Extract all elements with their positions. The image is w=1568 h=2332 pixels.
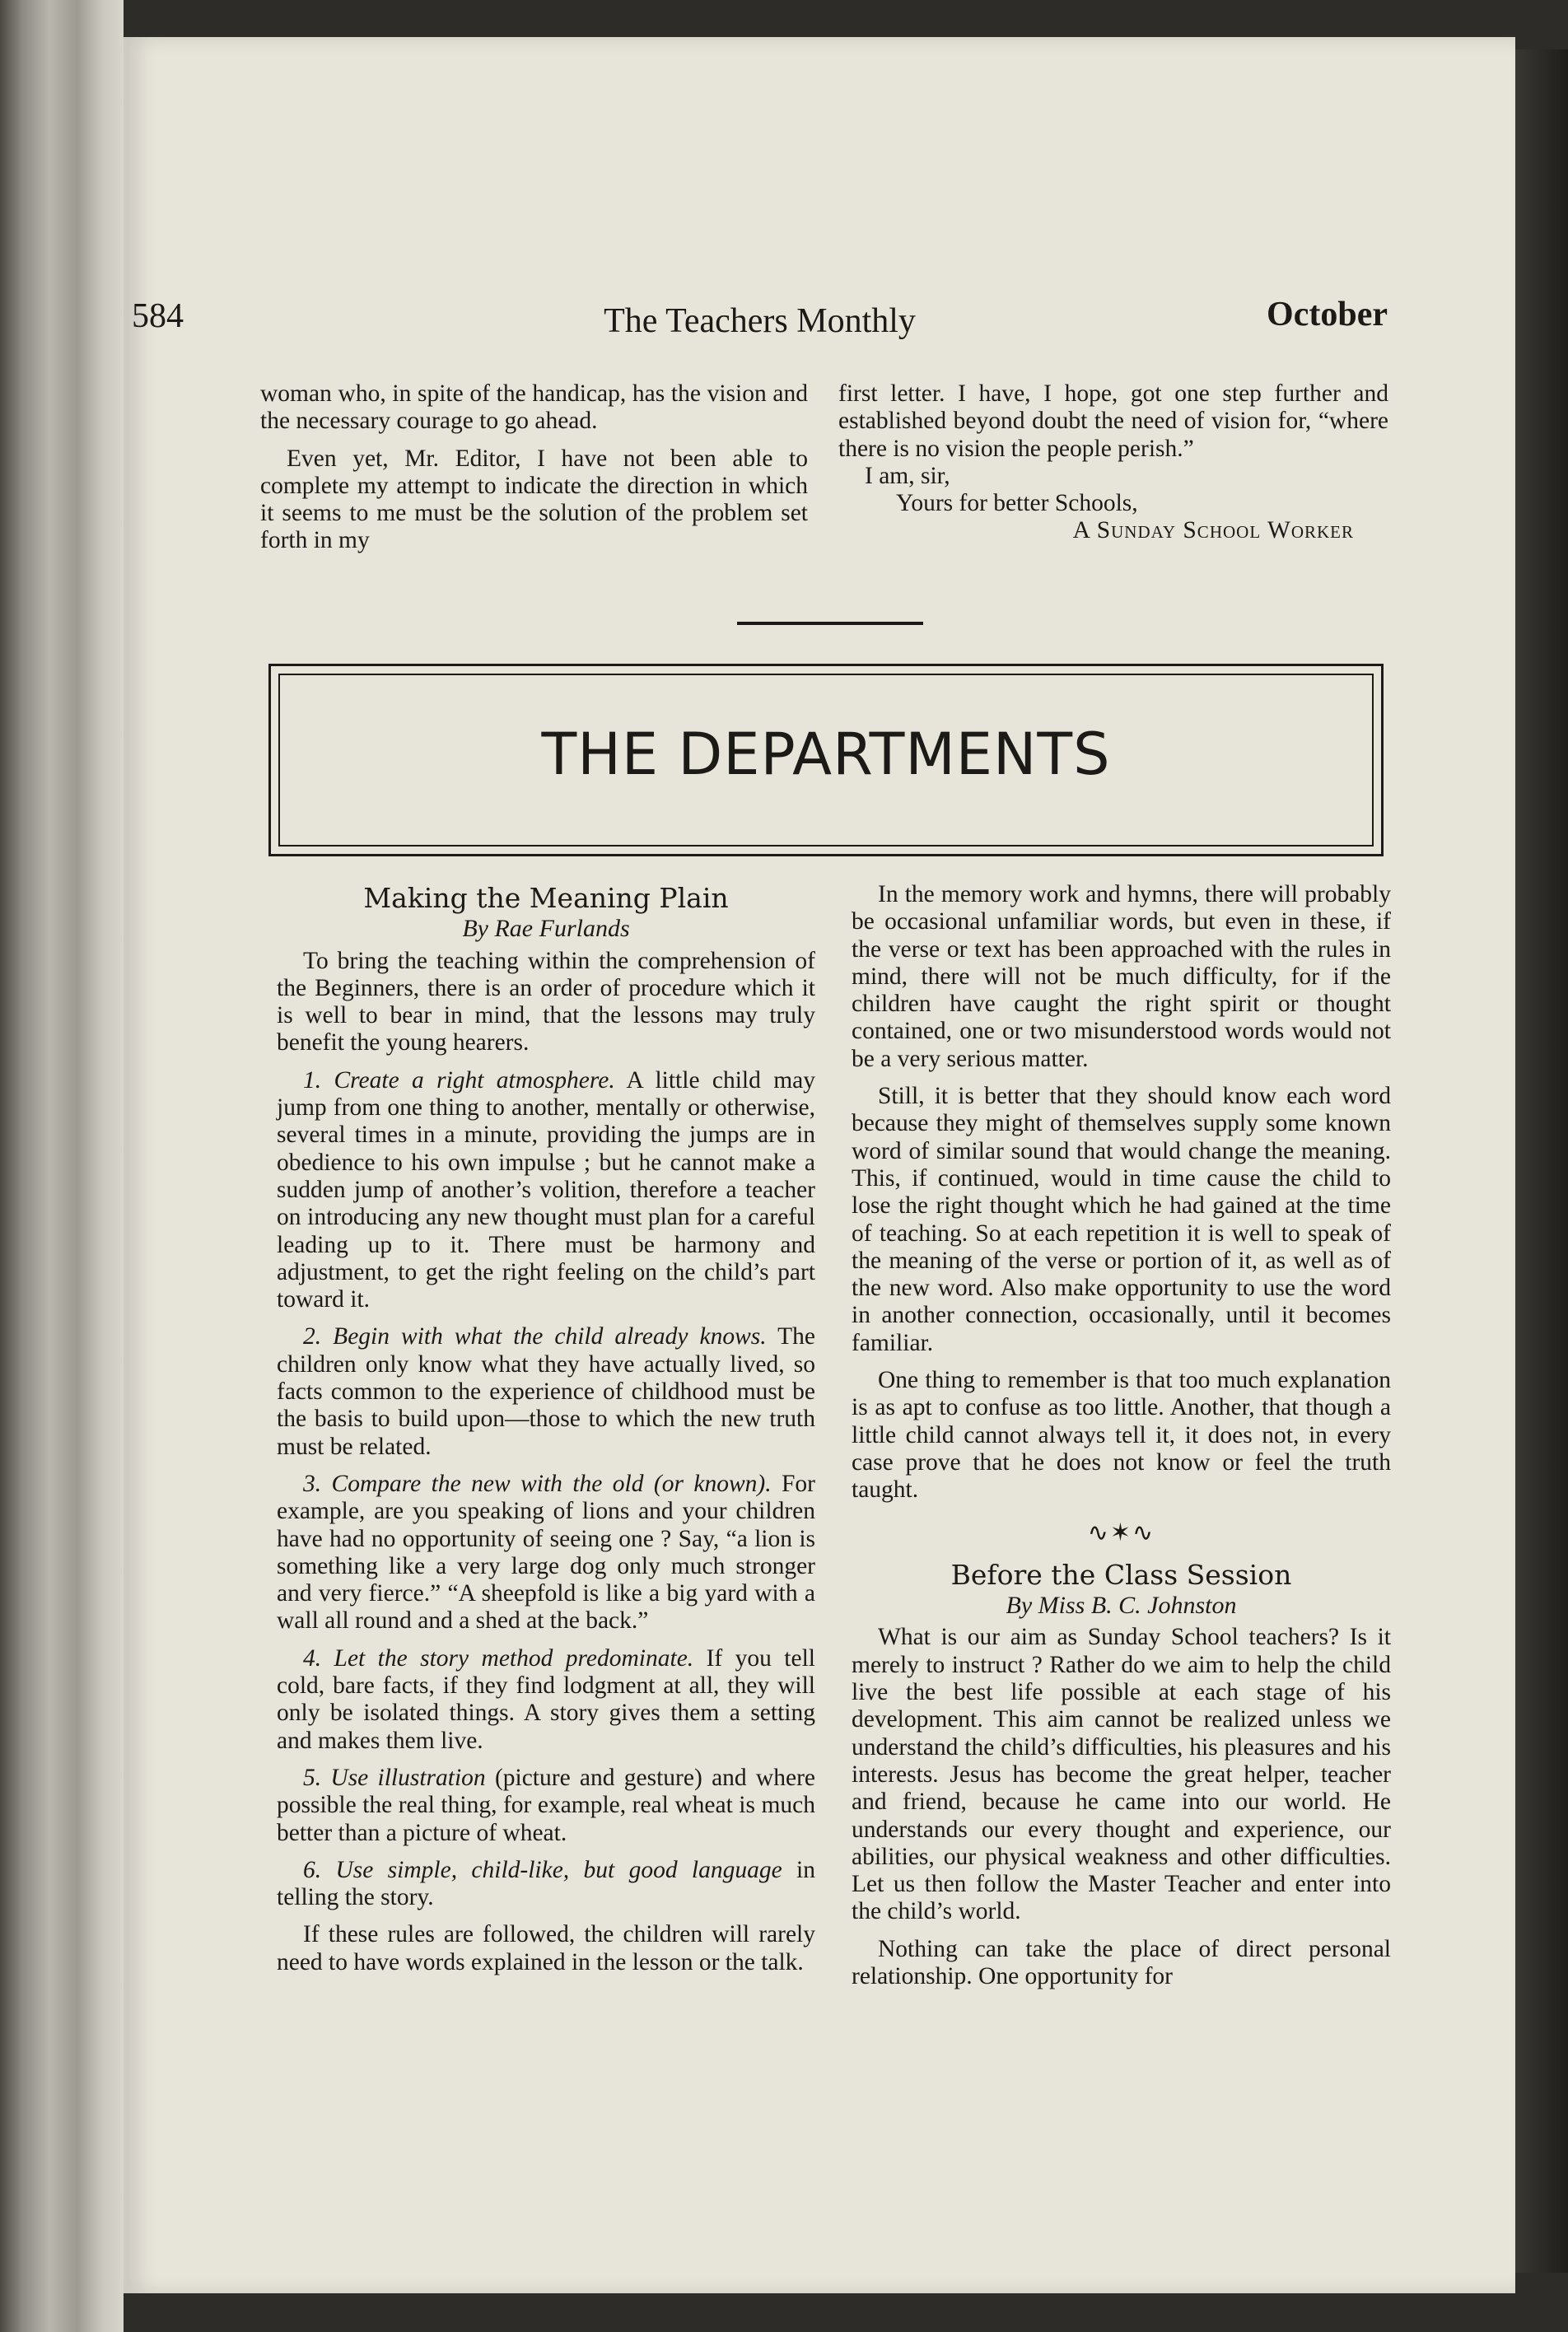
point-text: The children only know what they have actually lived, so facts common to the experience of childhood must be the basis to build upon—those to which the new truth must be related. <box>277 1323 815 1460</box>
section-divider <box>737 622 923 625</box>
article-byline: By Miss B. C. Johnston <box>1006 1592 1237 1620</box>
letter-paragraph: first letter. I have, I hope, got one step further and established beyond doubt the need of vision for, “where there is no vision the people perish.” <box>838 380 1388 462</box>
book-binding <box>0 0 124 2332</box>
letter-paragraph: woman who, in spite of the handicap, has the vision and the necessary courage to go ahead. <box>260 380 808 435</box>
point-heading: 3. Compare the new with the old (or known). <box>303 1470 772 1497</box>
point-text: If you tell cold, bare facts, if they find lodgment at all, they will only be isolated things. A story gives them a setting and makes them live. <box>277 1644 815 1754</box>
page-number: 584 <box>132 297 184 335</box>
running-header <box>132 262 1388 352</box>
numbered-point <box>277 1765 815 1847</box>
numbered-point <box>277 1857 815 1912</box>
numbered-point <box>277 1645 815 1755</box>
letter-column-left <box>260 380 808 555</box>
journal-title: The Teachers Monthly <box>604 302 916 340</box>
letter-paragraph: Even yet, Mr. Editor, I have not been able to complete my attempt to indicate the direction in which it seems to me must be the solution of the problem set forth in my <box>260 445 808 554</box>
numbered-point <box>277 1067 815 1314</box>
section-heading: THE DEPARTMENTS <box>541 721 1111 788</box>
article-paragraph: In the memory work and hymns, there will probably be occasional unfamiliar words, but even in these, if the verse or text has been approached with the rules in mind, there will not be much difficulty, for if the children have caught the right spirit or thought contained, one or two misunderstood words would not be a very serious matter. <box>852 881 1391 1072</box>
letter-salutation: I am, sir, <box>865 462 950 489</box>
point-text: A little child may jump from one thing to another, mentally or otherwise, several times in a minute, providing the jumps are in obedience to his own impulse ; but he cannot make a sudden jump of another’s volition, therefore a teacher on introducing any new thought must plan for a careful leading up to it. There must be harmony and adjustment, to get the right feeling on the child’s part toward it. <box>277 1066 815 1313</box>
letter-closing: Yours for better Schools, <box>896 490 1138 517</box>
point-text: For example, are you speaking of lions and your children have had no opportunity of seeing one ? Say, “a lion is something like a very large dog only much stronger and very fierce.” “A sheepfold is like a big yard with a wall all round and a shed at the back.” <box>277 1470 815 1635</box>
numbered-point <box>277 1323 815 1460</box>
point-heading: 2. Begin with what the child already knows. <box>303 1323 767 1350</box>
page-edge-shadow <box>1515 49 1568 2273</box>
article-title: Making the Meaning Plain <box>363 882 729 914</box>
issue-month: October <box>1267 296 1388 333</box>
article-column-left <box>277 884 815 1976</box>
point-heading: 6. Use simple, child-like, but good language <box>303 1856 782 1883</box>
article-paragraph: If these rules are followed, the children will rarely need to have words explained in the lesson or the talk. <box>277 1921 815 1975</box>
ornament-divider: ∿✶∿ <box>1087 1518 1155 1546</box>
point-heading: 1. Create a right atmosphere. <box>303 1066 615 1094</box>
article-paragraph: What is our aim as Sunday School teachers? Is it merely to instruct ? Rather do we aim to help the child live the best life possible at each stage of his development. This aim cannot be realized unless we understand the child’s difficulties, his pleasures and his interests. Jesus has become the great helper, teacher and friend, because he came into our world. He understands our every thought and experience, our abilities, our physical weakness and other difficulties. Let us then follow the Master Teacher and enter into the child’s world. <box>852 1624 1391 1925</box>
letter-column-right <box>838 380 1388 545</box>
point-heading: 5. Use illustration <box>303 1764 486 1791</box>
article-paragraph: One thing to remember is that too much explanation is as apt to confuse as too little. Another, that though a little child cannot always tell it, it does not, in every case prove that he does not know or feel the truth taught. <box>852 1367 1391 1504</box>
letter-signature: A Sunday School Worker <box>1072 517 1354 544</box>
article-paragraph: Nothing can take the place of direct personal relationship. One opportunity for <box>852 1935 1391 1989</box>
article-paragraph: To bring the teaching within the comprehension of the Beginners, there is an order of procedure which it is well to bear in mind, that the lessons may truly benefit the young hearers. <box>277 947 815 1056</box>
section-heading-box <box>268 664 1384 856</box>
article-byline: By Rae Furlands <box>462 915 630 943</box>
article-paragraph: Still, it is better that they should know each word because they might of themselves supply some known word of similar sound that would change the meaning. This, if continued, would in time cause the child to lose the right thought which he had gained at the time of teaching. So at each repetition it is well to speak of the meaning of the verse or portion of it, as well as of the new word. Also make opportunity to use the word in another connection, occasionally, until it becomes familiar. <box>852 1083 1391 1356</box>
point-text: (picture and gesture) and where possible the real thing, for example, real wheat is much better than a picture of wheat. <box>277 1764 815 1846</box>
article-title: Before the Class Session <box>950 1558 1292 1591</box>
article-column-right <box>852 881 1391 1990</box>
numbered-point <box>277 1471 815 1635</box>
point-text: in telling the story. <box>277 1856 815 1911</box>
point-heading: 4. Let the story method predominate. <box>303 1644 694 1672</box>
